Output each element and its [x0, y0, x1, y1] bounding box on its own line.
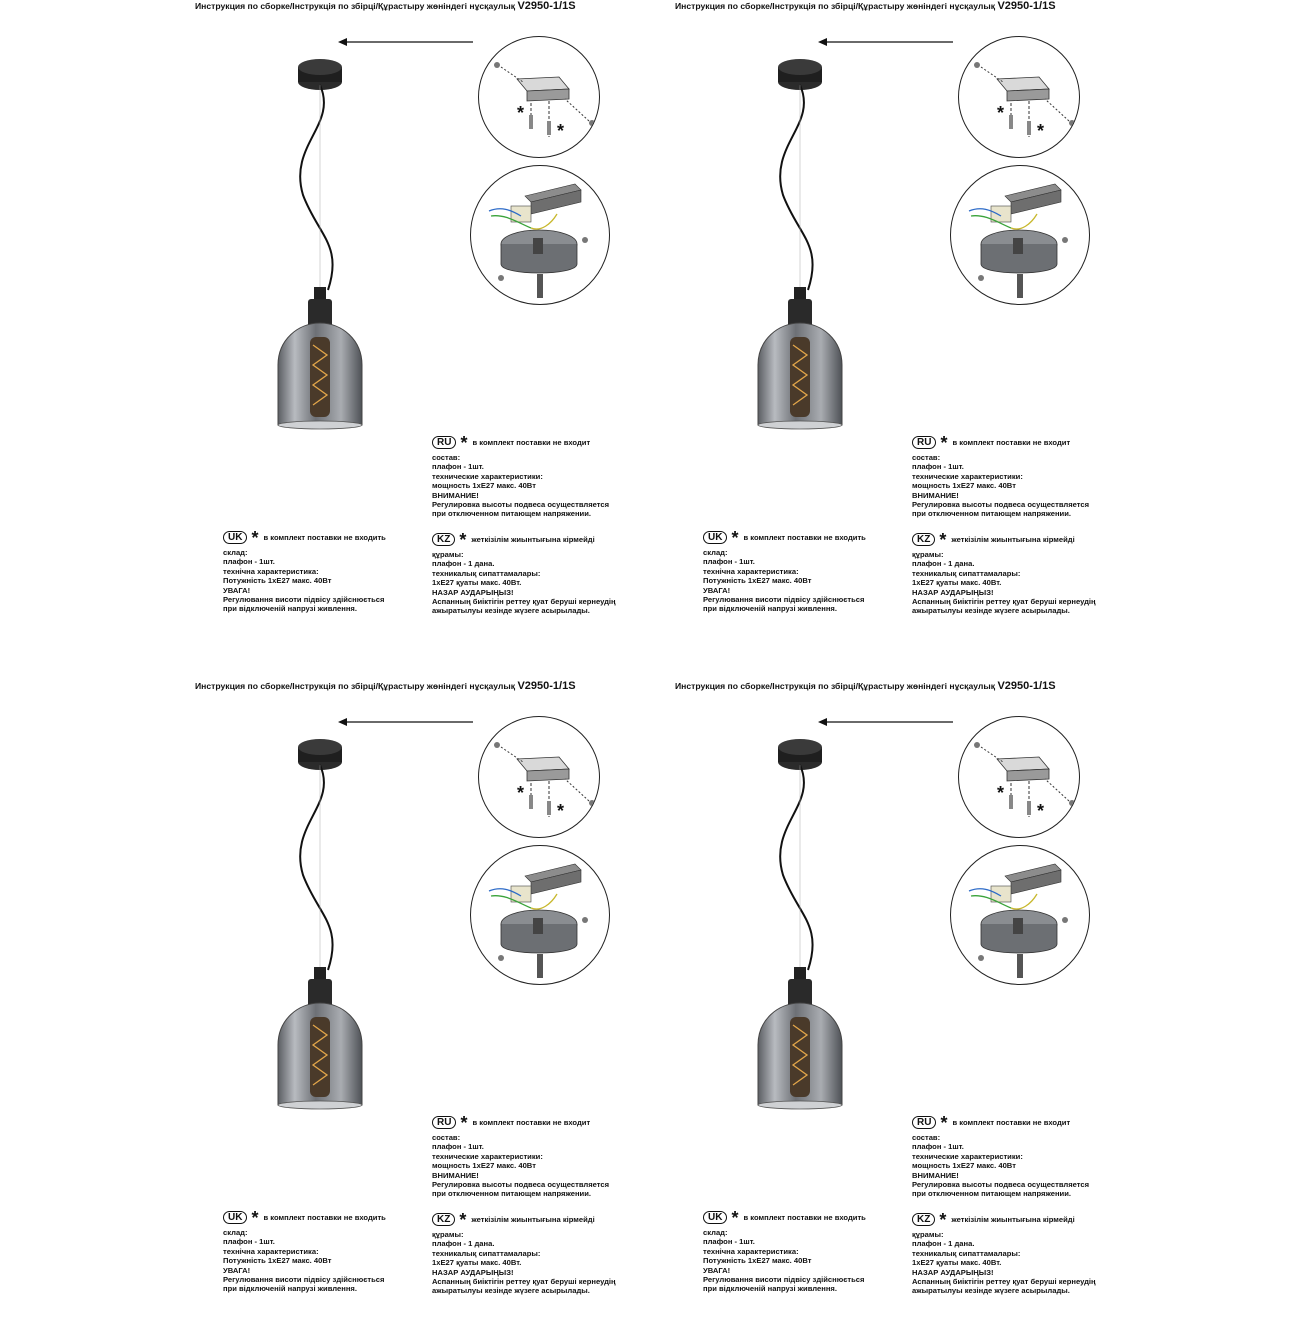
kz-line: 1хЕ27 қуаты макс. 40Вт.: [912, 1258, 1002, 1268]
uk-line: УВАГА!: [703, 1265, 731, 1275]
ru-line: технические характеристики:: [912, 471, 1023, 481]
arrow-icon: [338, 36, 473, 48]
uk-line: Регулювання висоти підвісу здійснюється: [223, 595, 385, 605]
panel-title: [675, 680, 1115, 692]
kz-line: НАЗАР АУДАРЫҢЫЗ!: [432, 587, 514, 597]
uk-line: технічна характеристика:: [703, 566, 799, 576]
ru-line: плафон - 1шт.: [912, 1142, 964, 1152]
uk-line: УВАГА!: [223, 1265, 251, 1275]
ru-line: технические характеристики:: [432, 471, 543, 481]
ru-line: ВНИМАНИЕ!: [432, 490, 479, 500]
kz-line: Аспанның биіктігін реттеу қуат беруші кернеудің: [432, 597, 616, 607]
bracket-detail-circle: [958, 36, 1080, 158]
kz-language-badge: KZ: [432, 1213, 455, 1226]
callout-star: *: [517, 783, 525, 803]
kz-line: плафон - 1 дана.: [912, 559, 975, 569]
model-number: V2950-1/1S: [517, 0, 576, 12]
kz-note: жеткізілім жиынтығына кірмейді: [471, 534, 595, 544]
callout-star: *: [997, 783, 1005, 803]
kz-line: құрамы:: [432, 1230, 464, 1239]
ru-line: Регулировка высоты подвеса осуществляется: [432, 500, 610, 510]
uk-line: плафон - 1шт.: [703, 1237, 755, 1247]
ru-line: при отключенном питающем напряжении.: [432, 1189, 592, 1199]
ru-line: плафон - 1шт.: [912, 462, 964, 472]
uk-note: в комплект поставки не входить: [743, 1212, 866, 1222]
pendant-lamp-illustration: [738, 735, 863, 1115]
model-number: V2950-1/1S: [997, 0, 1056, 12]
kz-line: құрамы:: [432, 550, 464, 559]
callout-star: *: [1037, 121, 1045, 141]
uk-instructions: [703, 527, 866, 614]
uk-instructions: [223, 1207, 386, 1294]
ru-line: Регулировка высоты подвеса осуществляется: [912, 1180, 1090, 1190]
uk-line: Регулювання висоти підвісу здійснюється: [703, 595, 865, 605]
kz-line: техникалық сипаттамалары:: [912, 1248, 1021, 1258]
uk-line: плафон - 1шт.: [703, 557, 755, 567]
uk-line: склад:: [703, 548, 728, 557]
uk-note: в комплект поставки не входить: [263, 532, 386, 542]
uk-language-badge: UK: [223, 1211, 247, 1224]
kz-line: плафон - 1 дана.: [912, 1239, 975, 1249]
ru-line: Регулировка высоты подвеса осуществляется: [912, 500, 1090, 510]
uk-line: склад:: [223, 548, 248, 557]
callout-star: *: [459, 1209, 467, 1230]
callout-star: *: [557, 121, 565, 141]
uk-line: плафон - 1шт.: [223, 1237, 275, 1247]
kz-line: техникалық сипаттамалары:: [432, 1248, 541, 1258]
pendant-lamp-illustration: [258, 735, 383, 1115]
pendant-lamp-illustration: [258, 55, 383, 435]
ru-instructions: [912, 1112, 1090, 1199]
kz-note: жеткізілім жиынтығына кірмейді: [471, 1214, 595, 1224]
ru-line: ВНИМАНИЕ!: [432, 1170, 479, 1180]
kz-line: құрамы:: [912, 550, 944, 559]
ru-line: состав:: [432, 453, 461, 462]
ru-line: мощность 1хЕ27 макс. 40Вт: [912, 481, 1016, 491]
uk-note: в комплект поставки не входить: [743, 532, 866, 542]
instruction-panel: [480, 0, 1130, 650]
instruction-panel: [480, 680, 1130, 1330]
kz-line: ажыратылуы кезінде жүзеге асырылады.: [912, 606, 1070, 616]
kz-line: НАЗАР АУДАРЫҢЫЗ!: [912, 587, 994, 597]
kz-line: Аспанның биіктігін реттеу қуат беруші кернеудің: [912, 597, 1096, 607]
ru-note: в комплект поставки не входит: [472, 1117, 591, 1127]
callout-star: *: [939, 1209, 947, 1230]
kz-instructions: [912, 529, 1096, 616]
kz-line: 1хЕ27 қуаты макс. 40Вт.: [912, 578, 1002, 588]
kz-line: техникалық сипаттамалары:: [432, 568, 541, 578]
uk-line: при відключеній напрузі живлення.: [703, 604, 837, 614]
uk-line: при відключеній напрузі живлення.: [703, 1284, 837, 1294]
uk-line: Регулювання висоти підвісу здійснюється: [223, 1275, 385, 1285]
bracket-detail-circle: [958, 716, 1080, 838]
uk-line: Потужність 1хЕ27 макс. 40Вт: [223, 576, 332, 586]
title-text: Инструкция по сборке/Інструкція по збірці/Құрастыру жөніндегі нұсқаулық: [675, 1, 996, 11]
uk-line: Потужність 1хЕ27 макс. 40Вт: [703, 576, 812, 586]
kz-language-badge: KZ: [912, 1213, 935, 1226]
uk-line: склад:: [703, 1228, 728, 1237]
ru-line: мощность 1хЕ27 макс. 40Вт: [432, 1161, 536, 1171]
uk-language-badge: UK: [703, 1211, 727, 1224]
model-number: V2950-1/1S: [997, 680, 1056, 692]
uk-language-badge: UK: [223, 531, 247, 544]
ru-note: в комплект поставки не входит: [952, 437, 1071, 447]
arrow-icon: [818, 36, 953, 48]
ru-line: Регулировка высоты подвеса осуществляется: [432, 1180, 610, 1190]
uk-language-badge: UK: [703, 531, 727, 544]
title-text: Инструкция по сборке/Інструкція по збірці/Құрастыру жөніндегі нұсқаулық: [675, 681, 996, 691]
ru-line: при отключенном питающем напряжении.: [912, 509, 1072, 519]
arrow-icon: [338, 716, 473, 728]
ru-line: мощность 1хЕ27 макс. 40Вт: [432, 481, 536, 491]
ru-line: при отключенном питающем напряжении.: [432, 509, 592, 519]
title-text: Инструкция по сборке/Інструкція по збірці/Құрастыру жөніндегі нұсқаулық: [195, 681, 516, 691]
kz-line: Аспанның биіктігін реттеу қуат беруші кернеудің: [432, 1277, 616, 1287]
uk-line: при відключеній напрузі живлення.: [223, 1284, 357, 1294]
kz-instructions: [912, 1209, 1096, 1296]
callout-star: *: [251, 1207, 259, 1228]
ceiling-canopy-wiring-icon: [951, 846, 1089, 984]
title-text: Инструкция по сборке/Інструкція по збірці/Құрастыру жөніндегі нұсқаулық: [195, 1, 516, 11]
kz-line: техникалық сипаттамалары:: [912, 568, 1021, 578]
kz-line: НАЗАР АУДАРЫҢЫЗ!: [432, 1267, 514, 1277]
kz-line: плафон - 1 дана.: [432, 1239, 495, 1249]
ru-line: ВНИМАНИЕ!: [912, 1170, 959, 1180]
ru-language-badge: RU: [432, 436, 456, 449]
ru-note: в комплект поставки не входит: [952, 1117, 1071, 1127]
callout-star: *: [731, 527, 739, 548]
uk-instructions: [223, 527, 386, 614]
ru-language-badge: RU: [912, 436, 936, 449]
callout-star: *: [460, 432, 468, 453]
ru-language-badge: RU: [432, 1116, 456, 1129]
ru-line: технические характеристики:: [912, 1151, 1023, 1161]
callout-star: *: [939, 529, 947, 550]
uk-line: Потужність 1хЕ27 макс. 40Вт: [703, 1256, 812, 1266]
uk-instructions: [703, 1207, 866, 1294]
ru-line: состав:: [912, 1133, 941, 1142]
ru-line: технические характеристики:: [432, 1151, 543, 1161]
arrow-icon: [818, 716, 953, 728]
ru-note: в комплект поставки не входит: [472, 437, 591, 447]
ru-line: плафон - 1шт.: [432, 462, 484, 472]
uk-line: склад:: [223, 1228, 248, 1237]
wiring-detail-circle: [950, 165, 1090, 305]
callout-star: *: [997, 103, 1005, 123]
callout-star: *: [517, 103, 525, 123]
ru-instructions: [912, 432, 1090, 519]
kz-note: жеткізілім жиынтығына кірмейді: [951, 534, 1075, 544]
kz-line: ажыратылуы кезінде жүзеге асырылады.: [912, 1286, 1070, 1296]
callout-star: *: [459, 529, 467, 550]
uk-line: Потужність 1хЕ27 макс. 40Вт: [223, 1256, 332, 1266]
panel-title: [675, 0, 1115, 12]
kz-line: НАЗАР АУДАРЫҢЫЗ!: [912, 1267, 994, 1277]
kz-line: құрамы:: [912, 1230, 944, 1239]
callout-star: *: [940, 432, 948, 453]
callout-star: *: [557, 801, 565, 821]
uk-line: УВАГА!: [223, 585, 251, 595]
callout-star: *: [460, 1112, 468, 1133]
ru-line: состав:: [432, 1133, 461, 1142]
uk-line: при відключеній напрузі живлення.: [223, 604, 357, 614]
wiring-detail-circle: [950, 845, 1090, 985]
uk-line: технічна характеристика:: [703, 1246, 799, 1256]
ru-language-badge: RU: [912, 1116, 936, 1129]
uk-line: Регулювання висоти підвісу здійснюється: [703, 1275, 865, 1285]
pendant-lamp-illustration: [738, 55, 863, 435]
ceiling-canopy-wiring-icon: [951, 166, 1089, 304]
kz-line: плафон - 1 дана.: [432, 559, 495, 569]
callout-star: *: [940, 1112, 948, 1133]
uk-line: УВАГА!: [703, 585, 731, 595]
ru-line: плафон - 1шт.: [432, 1142, 484, 1152]
kz-line: 1хЕ27 қуаты макс. 40Вт.: [432, 1258, 522, 1268]
ru-line: мощность 1хЕ27 макс. 40Вт: [912, 1161, 1016, 1171]
ru-line: состав:: [912, 453, 941, 462]
mounting-bracket-icon: [959, 37, 1079, 157]
uk-line: плафон - 1шт.: [223, 557, 275, 567]
kz-language-badge: KZ: [432, 533, 455, 546]
callout-star: *: [731, 1207, 739, 1228]
callout-star: *: [1037, 801, 1045, 821]
kz-line: 1хЕ27 қуаты макс. 40Вт.: [432, 578, 522, 588]
ru-line: при отключенном питающем напряжении.: [912, 1189, 1072, 1199]
uk-note: в комплект поставки не входить: [263, 1212, 386, 1222]
kz-note: жеткізілім жиынтығына кірмейді: [951, 1214, 1075, 1224]
uk-line: технічна характеристика:: [223, 1246, 319, 1256]
kz-language-badge: KZ: [912, 533, 935, 546]
kz-line: ажыратылуы кезінде жүзеге асырылады.: [432, 606, 590, 616]
kz-line: Аспанның биіктігін реттеу қуат беруші кернеудің: [912, 1277, 1096, 1287]
mounting-bracket-icon: [959, 717, 1079, 837]
ru-line: ВНИМАНИЕ!: [912, 490, 959, 500]
uk-line: технічна характеристика:: [223, 566, 319, 576]
callout-star: *: [251, 527, 259, 548]
model-number: V2950-1/1S: [517, 680, 576, 692]
kz-line: ажыратылуы кезінде жүзеге асырылады.: [432, 1286, 590, 1296]
